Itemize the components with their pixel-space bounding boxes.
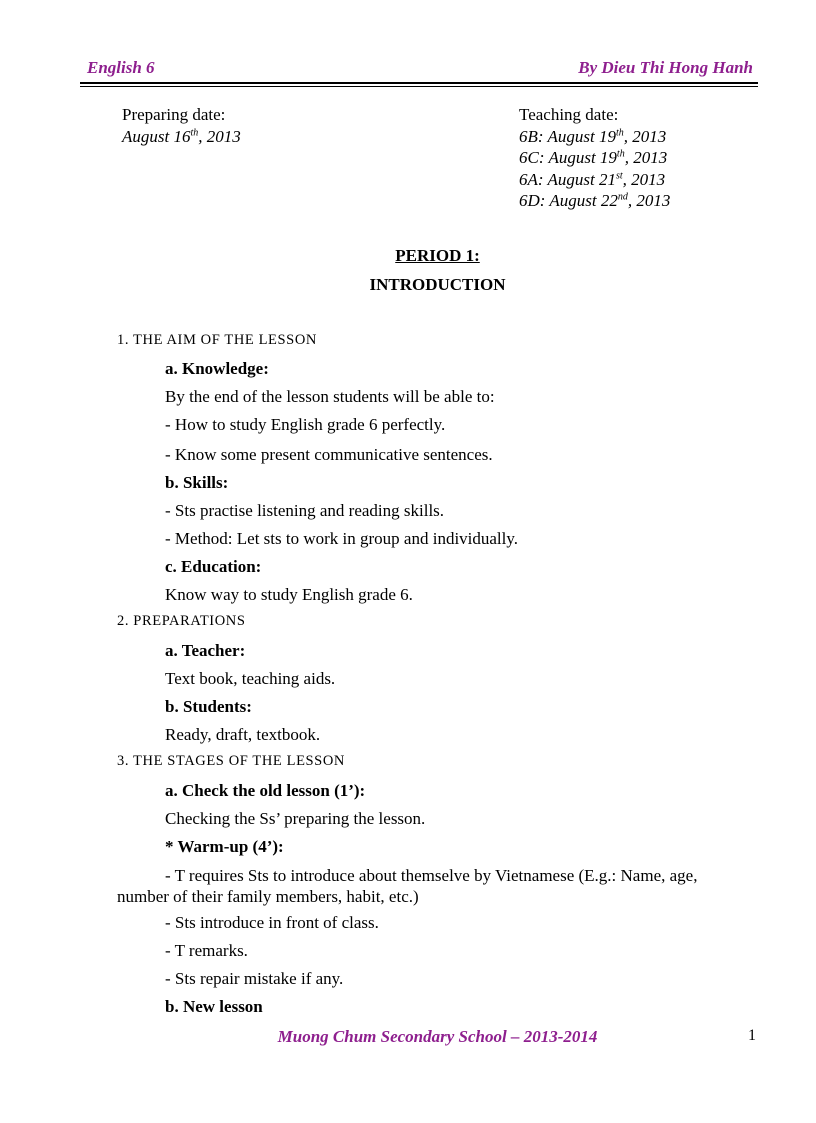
preparing-date-block: [122, 104, 241, 147]
preparing-date-label: Preparing date:: [122, 105, 226, 124]
footer-school: Muong Chum Secondary School – 2013-2014: [277, 1027, 598, 1046]
subsection-knowledge: a. Knowledge:: [165, 359, 269, 378]
section-preparations-heading: 2. PREPARATIONS: [117, 613, 246, 629]
students-line-1: Ready, draft, textbook.: [165, 725, 321, 744]
preparing-date-value: August 16th, 2013: [122, 126, 241, 146]
subsection-new-lesson: b. New lesson: [165, 997, 263, 1016]
page-number: 1: [748, 1027, 756, 1044]
teaching-date-6d: 6D: August 22nd, 2013: [519, 191, 671, 210]
check-line-1: Checking the Ss’ preparing the lesson.: [165, 809, 426, 828]
skills-line-1: - Sts practise listening and reading skills.: [165, 501, 445, 520]
subsection-students: b. Students:: [165, 697, 252, 716]
period-title: PERIOD 1:: [395, 246, 480, 265]
subsection-teacher: a. Teacher:: [165, 641, 246, 660]
subsection-education: c. Education:: [165, 557, 262, 576]
warm-up-line-4: - Sts repair mistake if any.: [165, 969, 344, 988]
teaching-date-6a: 6A: August 21st, 2013: [519, 169, 666, 189]
header-rule-thin: [80, 86, 758, 87]
section-aim-heading: 1. THE AIM OF THE LESSON: [117, 332, 317, 348]
knowledge-line-3: - Know some present communicative sentences.: [165, 445, 493, 464]
header-subject: English 6: [87, 58, 155, 77]
knowledge-line-1: By the end of the lesson students will be able to:: [165, 387, 495, 406]
warm-up-line-3: - T remarks.: [165, 941, 248, 960]
teaching-date-6c: 6C: August 19th, 2013: [519, 148, 668, 167]
header-rule-thick: [80, 82, 758, 84]
education-line-1: Know way to study English grade 6.: [165, 585, 413, 604]
subsection-skills: b. Skills:: [165, 473, 229, 492]
teacher-line-1: Text book, teaching aids.: [165, 669, 336, 688]
teaching-date-6b: 6B: August 19th, 2013: [519, 126, 667, 146]
teaching-date-block: [519, 104, 670, 212]
warm-up-line-1: - T requires Sts to introduce about themselve by Vietnamese (E.g.: Name, age, number of their family members, habit, etc.): [117, 866, 698, 906]
header-author: By Dieu Thi Hong Hanh: [578, 58, 753, 77]
teaching-date-label: Teaching date:: [519, 105, 619, 124]
skills-line-2: - Method: Let sts to work in group and individually.: [165, 529, 519, 548]
subsection-check-old-lesson: a. Check the old lesson (1’):: [165, 781, 366, 800]
subsection-warm-up: * Warm-up (4’):: [165, 837, 284, 856]
lesson-title: INTRODUCTION: [369, 275, 506, 294]
knowledge-line-2: - How to study English grade 6 perfectly.: [165, 415, 446, 434]
warm-up-line-2: - Sts introduce in front of class.: [165, 913, 379, 932]
section-stages-heading: 3. THE STAGES OF THE LESSON: [117, 753, 345, 769]
